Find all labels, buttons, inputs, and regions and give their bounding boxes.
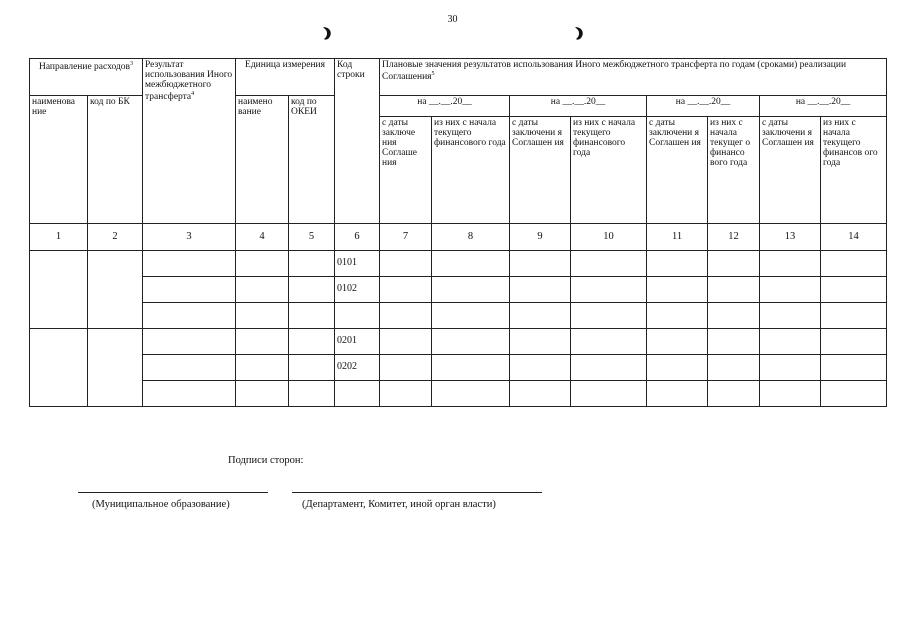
table-cell [432, 381, 510, 407]
table-cell [510, 329, 571, 355]
column-number: 6 [335, 224, 380, 251]
table-cell [143, 303, 236, 329]
table-cell [821, 381, 887, 407]
punch-hole-mark-icon [318, 24, 336, 42]
table-cell [708, 277, 760, 303]
table-cell [510, 355, 571, 381]
table-cell [289, 303, 335, 329]
table-cell [647, 251, 708, 277]
header-period: на __.__.20__ [760, 96, 887, 117]
signatures-title: Подписи сторон: [228, 455, 304, 466]
header-unit: Единица измерения [236, 59, 335, 96]
direction-name-cell [30, 251, 88, 329]
header-unit-name: наимено вание [236, 96, 289, 224]
signature-caption-department: (Департамент, Комитет, иной орган власти) [302, 499, 496, 510]
table-cell [432, 329, 510, 355]
column-number: 12 [708, 224, 760, 251]
table-cell [571, 251, 647, 277]
table-cell [821, 251, 887, 277]
table-cell [380, 251, 432, 277]
table-cell [510, 277, 571, 303]
table-cell [143, 277, 236, 303]
table-cell [236, 355, 289, 381]
column-number: 5 [289, 224, 335, 251]
table-cell [571, 381, 647, 407]
header-from-agreement-date: с даты заключени я Соглашен ия [510, 117, 571, 224]
header-from-year-start: из них с начала текущего финансового года [571, 117, 647, 224]
column-number: 9 [510, 224, 571, 251]
table-cell [143, 251, 236, 277]
header-from-agreement-date: с даты заключе ния Соглаше ния [380, 117, 432, 224]
column-number: 10 [571, 224, 647, 251]
table-row [30, 303, 887, 329]
row-code-cell: 0202 [335, 355, 380, 381]
bk-code-cell [88, 251, 143, 329]
header-planned-values: Плановые значения результатов использования Иного межбюджетного трансферта по годам (сроками) реализации Соглашения$^5$ [380, 59, 887, 96]
table-row [30, 251, 887, 277]
table-row [30, 381, 887, 407]
table-cell [143, 355, 236, 381]
table-cell [760, 303, 821, 329]
column-number: 8 [432, 224, 510, 251]
table-cell [236, 329, 289, 355]
table-cell [821, 277, 887, 303]
row-code-cell: 0201 [335, 329, 380, 355]
header-period: на __.__.20__ [647, 96, 760, 117]
header-period: на __.__.20__ [510, 96, 647, 117]
table-cell [432, 303, 510, 329]
column-number: 1 [30, 224, 88, 251]
table-cell [289, 355, 335, 381]
table-cell [647, 329, 708, 355]
column-number: 11 [647, 224, 708, 251]
table-cell [571, 277, 647, 303]
header-result: Результат использования Иного межбюджетного трансферта$^4$ [143, 59, 236, 224]
header-from-year-start: из них с начала текущег о финансо вого года [708, 117, 760, 224]
table-cell [236, 277, 289, 303]
column-number: 4 [236, 224, 289, 251]
row-code-cell [335, 303, 380, 329]
table-row [30, 277, 887, 303]
table-cell [510, 251, 571, 277]
table-cell [760, 381, 821, 407]
header-from-year-start: из них с начала текущего финансов ого года [821, 117, 887, 224]
table-cell [289, 381, 335, 407]
table-cell [571, 303, 647, 329]
signature-caption-municipality: (Муниципальное образование) [92, 499, 230, 510]
signature-line-department [292, 492, 542, 493]
header-code-bk: код по БК [88, 96, 143, 224]
table-cell [289, 251, 335, 277]
table-cell [432, 251, 510, 277]
table-cell [236, 381, 289, 407]
table-cell [289, 277, 335, 303]
table-cell [432, 277, 510, 303]
header-name: наименова ние [30, 96, 88, 224]
row-code-cell: 0102 [335, 277, 380, 303]
table-cell [647, 303, 708, 329]
header-row-code: Код строки [335, 59, 380, 224]
table-cell [760, 329, 821, 355]
table-cell [760, 251, 821, 277]
table-row [30, 355, 887, 381]
column-number: 3 [143, 224, 236, 251]
column-number: 7 [380, 224, 432, 251]
table-cell [821, 355, 887, 381]
table-cell [236, 251, 289, 277]
table-row [30, 329, 887, 355]
table-cell [708, 251, 760, 277]
table-cell [289, 329, 335, 355]
table-cell [432, 355, 510, 381]
table-cell [708, 355, 760, 381]
table-cell [647, 355, 708, 381]
column-number: 14 [821, 224, 887, 251]
table-cell [380, 355, 432, 381]
table-cell [380, 381, 432, 407]
header-from-agreement-date: с даты заключени я Соглашен ия [760, 117, 821, 224]
header-period: на __.__.20__ [380, 96, 510, 117]
table-cell [647, 381, 708, 407]
table-cell [236, 303, 289, 329]
column-numbers-row [30, 224, 887, 251]
table-cell [380, 303, 432, 329]
row-code-cell [335, 381, 380, 407]
direction-name-cell [30, 329, 88, 407]
table-cell [760, 355, 821, 381]
table-cell [143, 381, 236, 407]
table-cell [708, 303, 760, 329]
signature-line-municipality [78, 492, 268, 493]
table-cell [647, 277, 708, 303]
punch-hole-mark-icon [570, 24, 588, 42]
table-cell [708, 329, 760, 355]
header-from-year-start: из них с начала текущего финансового года [432, 117, 510, 224]
bk-code-cell [88, 329, 143, 407]
page-number: 30 [447, 14, 458, 25]
row-code-cell: 0101 [335, 251, 380, 277]
table-cell [143, 329, 236, 355]
column-number: 2 [88, 224, 143, 251]
table-cell [380, 329, 432, 355]
table-cell [380, 277, 432, 303]
table-cell [821, 303, 887, 329]
table-cell [510, 303, 571, 329]
results-table [29, 58, 887, 407]
header-from-agreement-date: с даты заключени я Соглашен ия [647, 117, 708, 224]
column-number: 13 [760, 224, 821, 251]
table-cell [510, 381, 571, 407]
header-direction: Направление расходов$^3$ [30, 59, 143, 96]
table-cell [760, 277, 821, 303]
table-cell [571, 329, 647, 355]
header-code-okei: код по ОКЕИ [289, 96, 335, 224]
table-cell [821, 329, 887, 355]
table-cell [571, 355, 647, 381]
table-cell [708, 381, 760, 407]
